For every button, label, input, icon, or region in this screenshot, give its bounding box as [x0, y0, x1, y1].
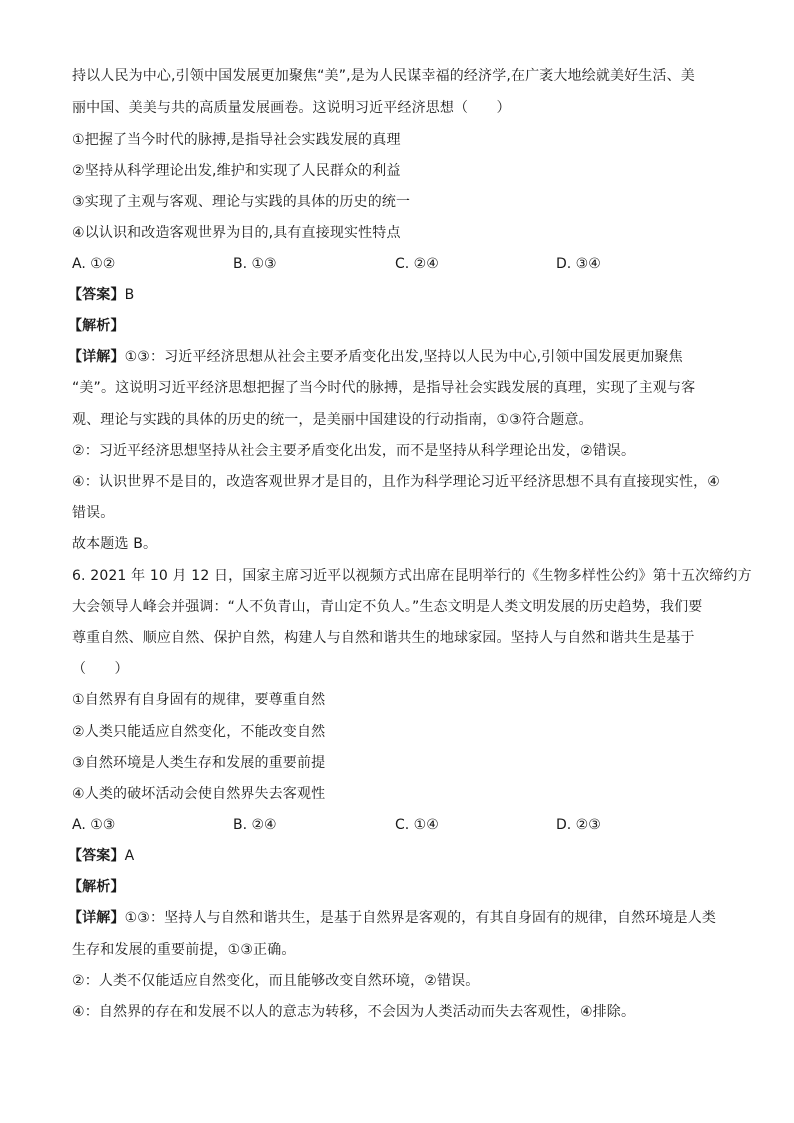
q6-statement-1: ①自然界有自身固有的规律，要尊重自然 — [72, 692, 326, 708]
q5-stem-line-2: 丽中国、美美与共的高质量发展画卷。这说明习近平经济思想（ ） — [72, 100, 511, 116]
q6-detail-line-2: 生存和发展的重要前提，①③正确。 — [72, 942, 296, 958]
q6-answer-line — [68, 846, 134, 866]
q5-option-a: A. ①② — [72, 256, 116, 272]
q5-statement-4: ④以认识和改造客观世界为目的,具有直接现实性特点 — [72, 225, 401, 241]
detail-tag: 【详解】 — [68, 910, 125, 926]
q6-option-c: C. ①④ — [395, 817, 439, 833]
q5-statement-1: ①把握了当今时代的脉搏,是指导社会实践发展的真理 — [72, 132, 401, 148]
answer-tag: 【答案】 — [68, 287, 125, 303]
detail-tag: 【详解】 — [68, 349, 125, 365]
q6-option-a: A. ①③ — [72, 817, 116, 833]
q5-statement-3: ③实现了主观与客观、理论与实践的具体的历史的统一 — [72, 194, 411, 210]
q5-detail-line-6: 错误。 — [72, 505, 115, 521]
q6-detail-line-3: ②：人类不仅能适应自然变化，而且能够改变自然环境，②错误。 — [72, 973, 480, 989]
q5-detail-line-5: ④：认识世界不是目的，改造客观世界才是目的，且作为科学理论习近平经济思想不具有直接现实性，④ — [72, 474, 720, 490]
answer-value: A — [124, 848, 135, 864]
q6-detail-line-1 — [68, 908, 716, 928]
q5-detail-line-2: “美”。这说明习近平经济思想把握了当今时代的脉搏，是指导社会实践发展的真理，实现了主观与客 — [72, 380, 696, 396]
q6-analysis-tag: 【解析】 — [68, 879, 125, 895]
q5-statement-2: ②坚持从科学理论出发,维护和实现了人民群众的利益 — [72, 163, 401, 179]
q5-detail-line-7: 故本题选 B。 — [72, 536, 158, 552]
answer-value: B — [124, 287, 135, 303]
detail-text: ①③：坚持人与自然和谐共生，是基于自然界是客观的，有其自身固有的规律，自然环境是人类 — [124, 910, 717, 926]
q6-stem-line-2: 大会领导人峰会并强调：“人不负青山，青山定不负人。”生态文明是人类文明发展的历史趋势，我们要 — [72, 599, 703, 615]
q6-option-d: D. ②③ — [556, 817, 601, 833]
q6-stem-line-3: 尊重自然、顺应自然、保护自然，构建人与自然和谐共生的地球家园。坚持人与自然和谐共生是基于 — [72, 630, 695, 646]
q6-detail-line-4: ④：自然界的存在和发展不以人的意志为转移，不会因为人类活动而失去客观性，④排除。 — [72, 1004, 636, 1020]
q6-statement-3: ③自然环境是人类生存和发展的重要前提 — [72, 755, 326, 771]
detail-text: ①③：习近平经济思想从社会主要矛盾变化出发,坚持以人民为中心,引领中国发展更加聚焦 — [124, 349, 683, 365]
q6-statement-2: ②人类只能适应自然变化，不能改变自然 — [72, 724, 326, 740]
q5-analysis-tag: 【解析】 — [68, 318, 125, 334]
q5-detail-line-4: ②：习近平经济思想坚持从社会主要矛盾变化出发，而不是坚持从科学理论出发，②错误。 — [72, 443, 636, 459]
q5-stem-line-1: 持以人民为中心,引领中国发展更加聚焦“美”,是为人民谋幸福的经济学,在广袤大地绘就美好生活、美 — [72, 68, 695, 84]
q6-stem-line-4: （ ） — [72, 661, 129, 677]
q5-detail-line-1 — [68, 347, 683, 367]
q6-option-b: B. ②④ — [233, 817, 277, 833]
q5-option-d: D. ③④ — [556, 256, 601, 272]
q6-stem-line-1: 6. 2021 年 10 月 12 日，国家主席习近平以视频方式出席在昆明举行的《生物多样性公约》第十五次缔约方 — [72, 568, 752, 584]
q5-detail-line-3: 观、理论与实践的具体的历史的统一，是美丽中国建设的行动指南，①③符合题意。 — [72, 412, 593, 428]
q5-option-b: B. ①③ — [233, 256, 277, 272]
q5-option-c: C. ②④ — [395, 256, 439, 272]
q5-answer-line — [68, 285, 134, 305]
answer-tag: 【答案】 — [68, 848, 125, 864]
q6-statement-4: ④人类的破坏活动会使自然界失去客观性 — [72, 786, 326, 802]
